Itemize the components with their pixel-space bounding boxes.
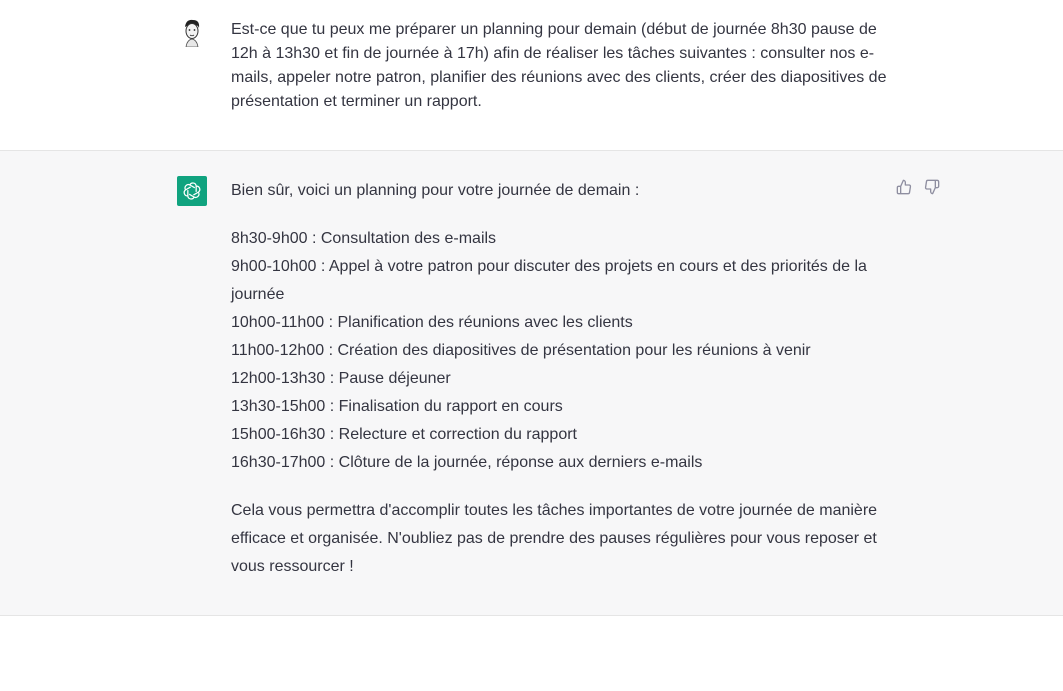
openai-logo-icon: [177, 176, 207, 206]
user-avatar-icon: [177, 17, 207, 47]
assistant-closing: Cela vous permettra d'accomplir toutes les tâches importantes de votre journée de manière efficace et organisée. N'oubliez pas de prendre des pauses régulières pour vous reposer et vous ressourcer !: [231, 502, 878, 575]
thumbs-up-icon: [896, 179, 912, 195]
schedule-item: 8h30-9h00 : Consultation des e-mails: [231, 230, 497, 247]
schedule-item: 10h00-11h00 : Planification des réunions avec les clients: [231, 314, 633, 331]
thumbs-down-icon: [924, 179, 940, 195]
schedule-item: 16h30-17h00 : Clôture de la journée, réponse aux derniers e-mails: [231, 454, 703, 471]
thumbs-down-button[interactable]: [924, 179, 940, 195]
schedule-item: 12h00-13h30 : Pause déjeuner: [231, 370, 451, 387]
bottom-spacer: [0, 616, 1063, 691]
assistant-intro: Bien sûr, voici un planning pour votre journée de demain :: [231, 182, 640, 199]
assistant-message-row: [0, 151, 1063, 616]
schedule-item: 9h00-10h00 : Appel à votre patron pour discuter des projets en cours et des priorités de la journée: [231, 258, 867, 303]
feedback-buttons: [896, 179, 940, 195]
schedule-item: 13h30-15h00 : Finalisation du rapport en cours: [231, 398, 563, 415]
thumbs-up-button[interactable]: [896, 179, 912, 195]
user-message-row: [0, 0, 1063, 151]
user-message-text: Est-ce que tu peux me préparer un planning pour demain (début de journée 8h30 pause de 12h à 13h30 et fin de journée à 17h) afin de réaliser les tâches suivantes : consulter nos e-mails, appeler notre patron, planifier des réunions avec des clients, créer des diapositives de présentation et terminer un rapport.: [231, 21, 887, 110]
schedule-item: 11h00-12h00 : Création des diapositives de présentation pour les réunions à venir: [231, 342, 811, 359]
schedule-list: [231, 225, 891, 477]
assistant-message-text: [231, 177, 891, 581]
schedule-item: 15h00-16h30 : Relecture et correction du rapport: [231, 426, 577, 443]
